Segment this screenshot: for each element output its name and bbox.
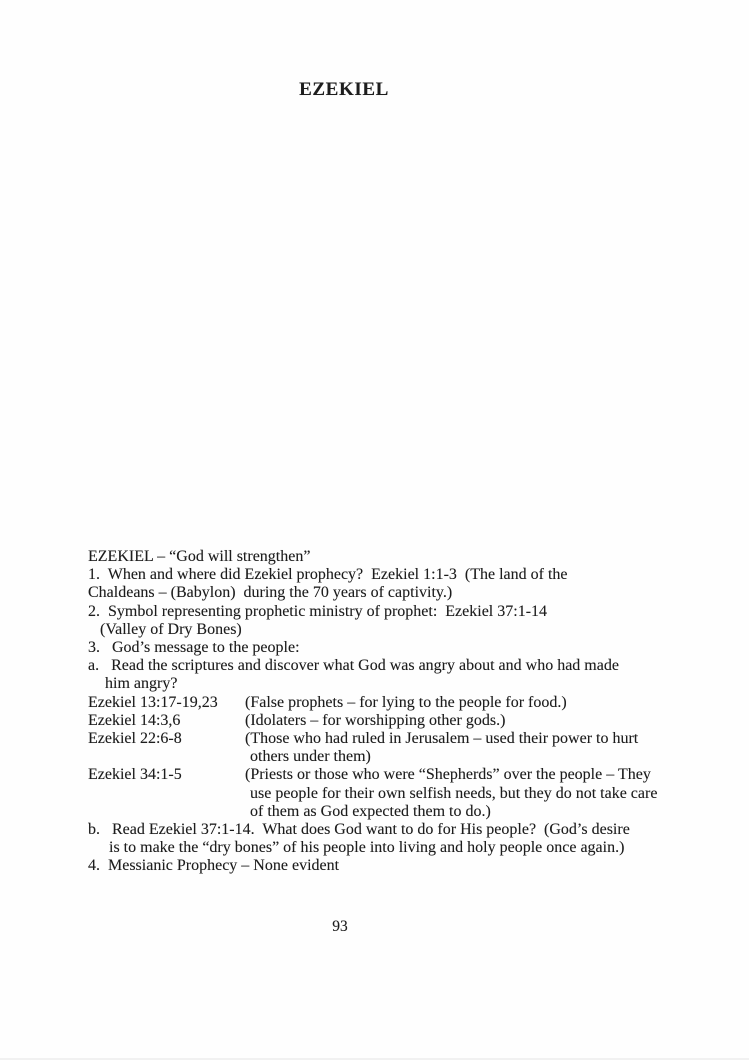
- scripture-reference: Ezekiel 14:3,6: [88, 711, 181, 729]
- scripture-reference: [88, 748, 245, 766]
- scripture-row: [88, 694, 688, 712]
- scripture-reference: [88, 785, 245, 803]
- text-line-q1-cont: Chaldeans – (Babylon) during the 70 years of captivity.): [88, 584, 453, 602]
- scripture-reference: Ezekiel 22:6-8: [88, 730, 182, 748]
- scripture-row-continuation: [88, 803, 688, 821]
- text-line-heading: EZEKIEL – “God will strengthen”: [88, 548, 311, 565]
- scripture-reference: Ezekiel 13:17-19,23: [88, 693, 218, 711]
- text-line-q3a-cont: him angry?: [105, 675, 178, 693]
- scripture-row: [88, 730, 688, 748]
- page-title: EZEKIEL: [299, 79, 389, 100]
- text-line-q3b-cont: is to make the “dry bones” of his people into living and holy people once again.): [109, 839, 625, 857]
- scripture-description: (Priests or those who were “Shepherds” over the people – They: [245, 766, 651, 784]
- scripture-description: use people for their own selfish needs, but they do not take care: [250, 784, 658, 802]
- text-line-q3b: b. Read Ezekiel 37:1-14. What does God want to do for His people? (God’s desire: [88, 821, 630, 839]
- scripture-reference: [88, 803, 245, 821]
- text-line-q1: 1. When and where did Ezekiel prophecy? Ezekiel 1:1-3 (The land of the: [88, 566, 568, 584]
- text-line-q2-cont: (Valley of Dry Bones): [100, 620, 242, 638]
- page-number: 93: [332, 918, 348, 935]
- text-line-q2: 2. Symbol representing prophetic ministry of prophet: Ezekiel 37:1-14: [88, 602, 548, 620]
- text-line-q3a: a. Read the scriptures and discover what God was angry about and who had made: [88, 657, 619, 675]
- text-line-q3: 3. God’s message to the people:: [88, 639, 300, 657]
- document-body: [88, 548, 688, 876]
- scripture-reference: Ezekiel 34:1-5: [88, 766, 182, 784]
- scripture-row-continuation: [88, 785, 688, 803]
- scripture-description: (False prophets – for lying to the people for food.): [245, 693, 567, 711]
- scripture-row: [88, 766, 688, 784]
- text-line-q4: 4. Messianic Prophecy – None evident: [88, 857, 340, 875]
- scripture-description: others under them): [250, 748, 371, 766]
- scripture-description: (Idolaters – for worshipping other gods.): [245, 711, 506, 729]
- scripture-row: [88, 712, 688, 730]
- scripture-row-continuation: [88, 748, 688, 766]
- scripture-description: of them as God expected them to do.): [250, 802, 491, 820]
- scripture-description: (Those who had ruled in Jerusalem – used their power to hurt: [245, 730, 639, 748]
